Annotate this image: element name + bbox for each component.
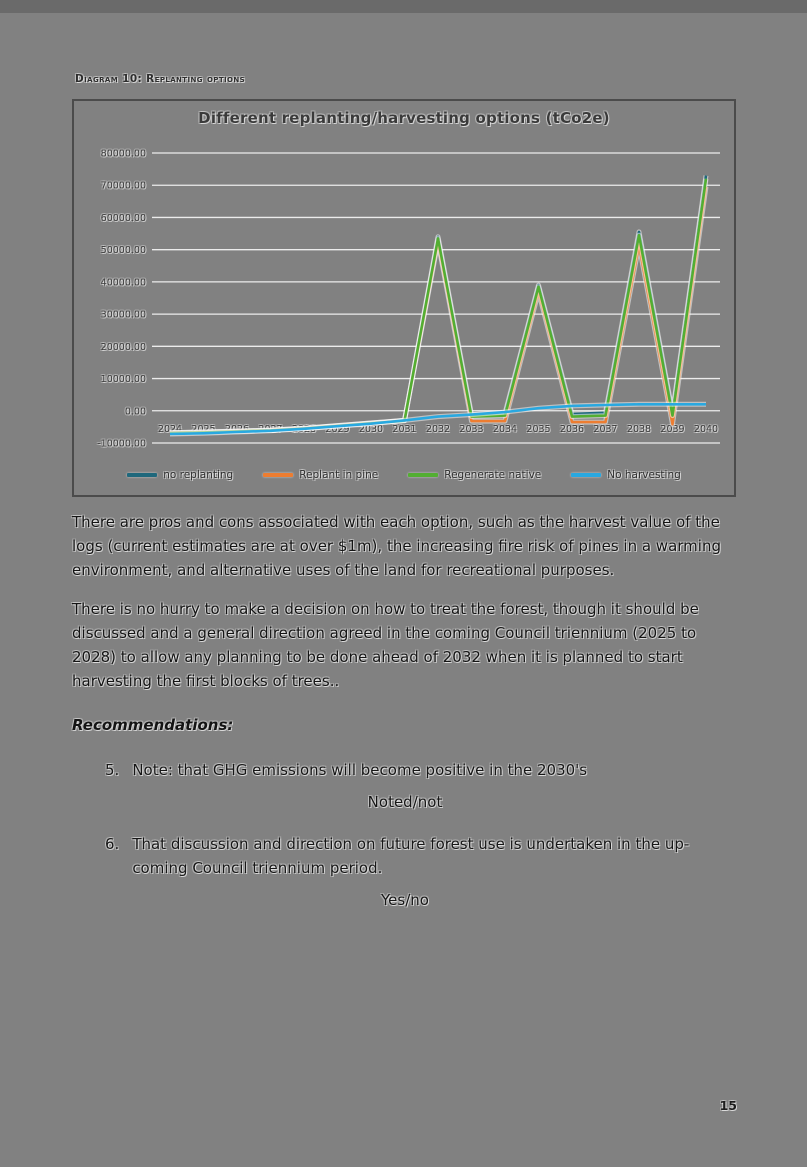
recommendation-item-6	[72, 832, 738, 880]
x-tick-label: 2035	[526, 424, 551, 435]
x-tick-label: 2038	[626, 424, 652, 435]
item-number: 6.	[105, 835, 120, 853]
paragraph-pros-cons: There are pros and cons associated with each option, such as the harvest value of the logs (current estimates are at over $1m), the increasing fire risk of pines in a warming environment, and alternative uses of the land for recreational purposes.	[72, 513, 721, 579]
legend-line-swatch	[263, 473, 293, 477]
legend-item	[571, 469, 681, 481]
item-text: Note: that GHG emissions will become positive in the 2030's	[132, 761, 588, 779]
legend-label: Replant in pine	[299, 469, 379, 481]
response-noted-not: Noted/not	[367, 793, 443, 811]
legend-item	[127, 469, 233, 481]
legend-line-swatch	[571, 473, 601, 477]
x-tick-label: 2028	[291, 424, 317, 435]
x-tick-label: 2031	[392, 424, 417, 435]
y-tick-label: 20000.00	[100, 341, 146, 353]
document-body	[72, 510, 738, 909]
y-tick-label: 40000.00	[100, 277, 146, 289]
x-tick-label: 2026	[224, 424, 250, 435]
x-tick-label: 2034	[492, 424, 518, 435]
item-text: That discussion and direction on future forest use is undertaken in the up-coming Council triennium period.	[132, 835, 690, 877]
y-tick-label: -10000.00	[97, 438, 146, 450]
chart-title: Different replanting/harvesting options (tCo2e)	[198, 109, 610, 127]
x-tick-label: 2032	[425, 424, 451, 435]
y-tick-label: 30000.00	[100, 309, 146, 321]
page-number: 15	[719, 1098, 737, 1113]
chart-plot	[74, 131, 734, 461]
x-tick-label: 2040	[693, 424, 719, 435]
x-tick-label: 2039	[660, 424, 685, 435]
x-tick-label: 2025	[191, 424, 216, 435]
recommendations-heading: Recommendations:	[72, 716, 234, 734]
x-tick-label: 2029	[325, 424, 350, 435]
y-tick-label: 0.00	[124, 406, 146, 418]
x-tick-label: 2036	[559, 424, 585, 435]
legend-item	[263, 469, 378, 481]
top-strip	[0, 0, 807, 13]
chart	[72, 99, 736, 497]
x-tick-label: 2037	[593, 424, 618, 435]
x-tick-label: 2033	[459, 424, 484, 435]
item-number: 5.	[105, 761, 120, 779]
legend-line-swatch	[408, 473, 438, 477]
paragraph-no-hurry: There is no hurry to make a decision on how to treat the forest, though it should be discussed and a general direction agreed in the coming Council triennium (2025 to 2028) to allow any planning to be done ahead of 2032 when it is planned to start harvesting the first blocks of trees..	[72, 600, 699, 690]
x-tick-label: 2024	[157, 424, 183, 435]
x-tick-label: 2027	[258, 424, 283, 435]
y-tick-label: 50000.00	[100, 245, 146, 257]
chart-legend	[74, 461, 734, 489]
legend-label: Regenerate native	[444, 469, 542, 481]
response-yes-no: Yes/no	[381, 891, 429, 909]
recommendation-item-5	[72, 758, 738, 782]
y-tick-label: 70000.00	[100, 180, 146, 192]
legend-line-swatch	[127, 473, 157, 477]
y-tick-label: 60000.00	[100, 212, 146, 224]
y-tick-label: 10000.00	[100, 374, 146, 386]
legend-label: no replanting	[163, 469, 234, 481]
legend-item	[408, 469, 541, 481]
y-tick-label: 80000.00	[100, 148, 146, 160]
legend-label: No harvesting	[607, 469, 681, 481]
x-tick-label: 2030	[358, 424, 384, 435]
figure-caption: Diagram 10: Replanting options	[75, 73, 246, 85]
